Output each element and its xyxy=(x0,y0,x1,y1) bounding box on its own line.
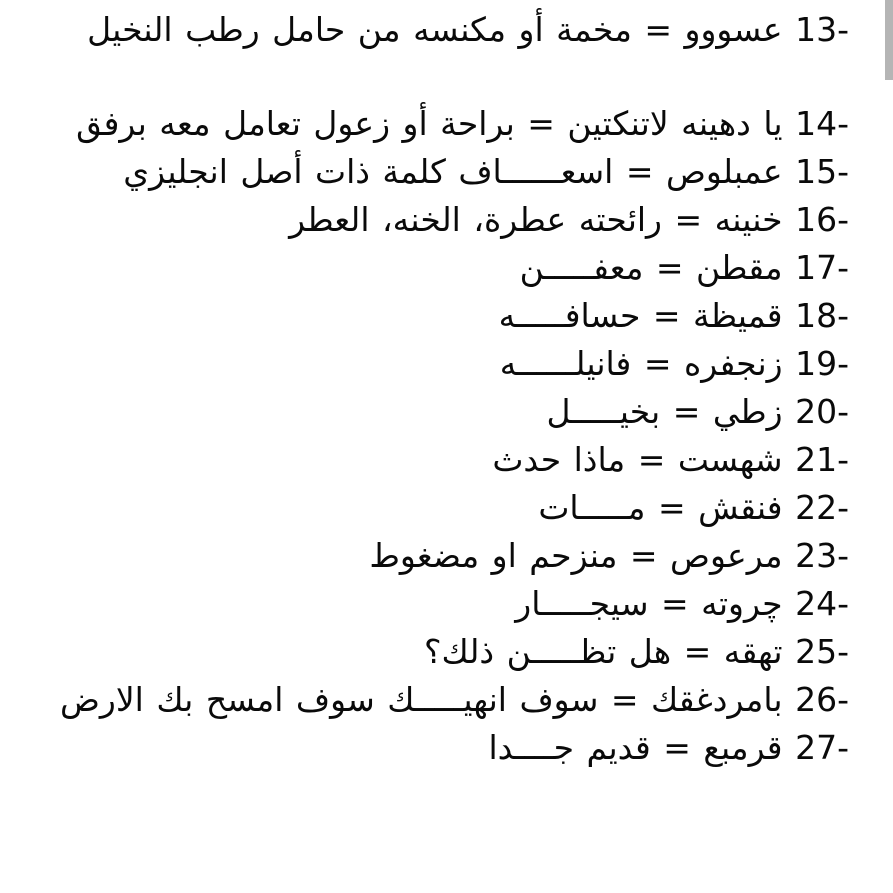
item-number: 27- xyxy=(795,728,849,767)
item-number: 16- xyxy=(795,200,849,239)
item-text: فنقش = مـــــات xyxy=(538,488,783,527)
item-text: زطي = بخيـــــل xyxy=(546,392,783,431)
list-item xyxy=(34,724,849,772)
item-number: 17- xyxy=(795,248,849,287)
list-item xyxy=(34,196,849,244)
item-text: قرمبع = قديم جــــدا xyxy=(488,728,783,767)
item-text: يا دهينه لاتنكتين = براحة أو زعول تعامل معه برفق xyxy=(76,104,783,143)
glossary-list xyxy=(34,6,849,772)
item-number: 15- xyxy=(795,152,849,191)
item-text: بامردغقك = سوف انهيـــــك سوف امسح بك الارض xyxy=(60,680,783,719)
list-item xyxy=(34,340,849,388)
list-item xyxy=(34,244,849,292)
item-text: قميظة = حسافـــــه xyxy=(498,296,783,335)
item-text: مقطن = معفـــــن xyxy=(519,248,783,287)
list-item xyxy=(34,292,849,340)
item-number: 19- xyxy=(795,344,849,383)
item-text: عسووو = مخمة أو مكنسه من حامل رطب النخيل xyxy=(87,10,783,49)
item-number: 20- xyxy=(795,392,849,431)
item-number: 26- xyxy=(795,680,849,719)
item-text: تهقه = هل تظـــــن ذلك؟ xyxy=(424,632,783,671)
list-item xyxy=(34,436,849,484)
item-number: 24- xyxy=(795,584,849,623)
item-number: 18- xyxy=(795,296,849,335)
item-number: 25- xyxy=(795,632,849,671)
list-item xyxy=(34,148,849,196)
scrollbar-thumb[interactable] xyxy=(885,0,893,80)
list-item xyxy=(34,532,849,580)
item-number: 14- xyxy=(795,104,849,143)
list-item xyxy=(34,580,849,628)
item-text: زنجفره = فانيلــــــه xyxy=(499,344,783,383)
item-number: 22- xyxy=(795,488,849,527)
list-item xyxy=(34,628,849,676)
list-item xyxy=(34,100,849,148)
list-item xyxy=(34,388,849,436)
item-number: 21- xyxy=(795,440,849,479)
item-text: مرعوص = منزحم او مضغوط xyxy=(369,536,783,575)
item-text: شهست = ماذا حدث xyxy=(492,440,783,479)
item-text: خنينه = رائحته عطرة، الخنه، العطر xyxy=(289,200,783,239)
list-item xyxy=(34,676,849,724)
list-item xyxy=(34,484,849,532)
item-number: 23- xyxy=(795,536,849,575)
item-text: چروته = سيجـــــار xyxy=(515,584,783,623)
list-item xyxy=(34,6,849,54)
item-number: 13- xyxy=(795,10,849,49)
item-text: عمبلوص = اسعــــــاف كلمة ذات أصل انجليزي xyxy=(123,152,783,191)
